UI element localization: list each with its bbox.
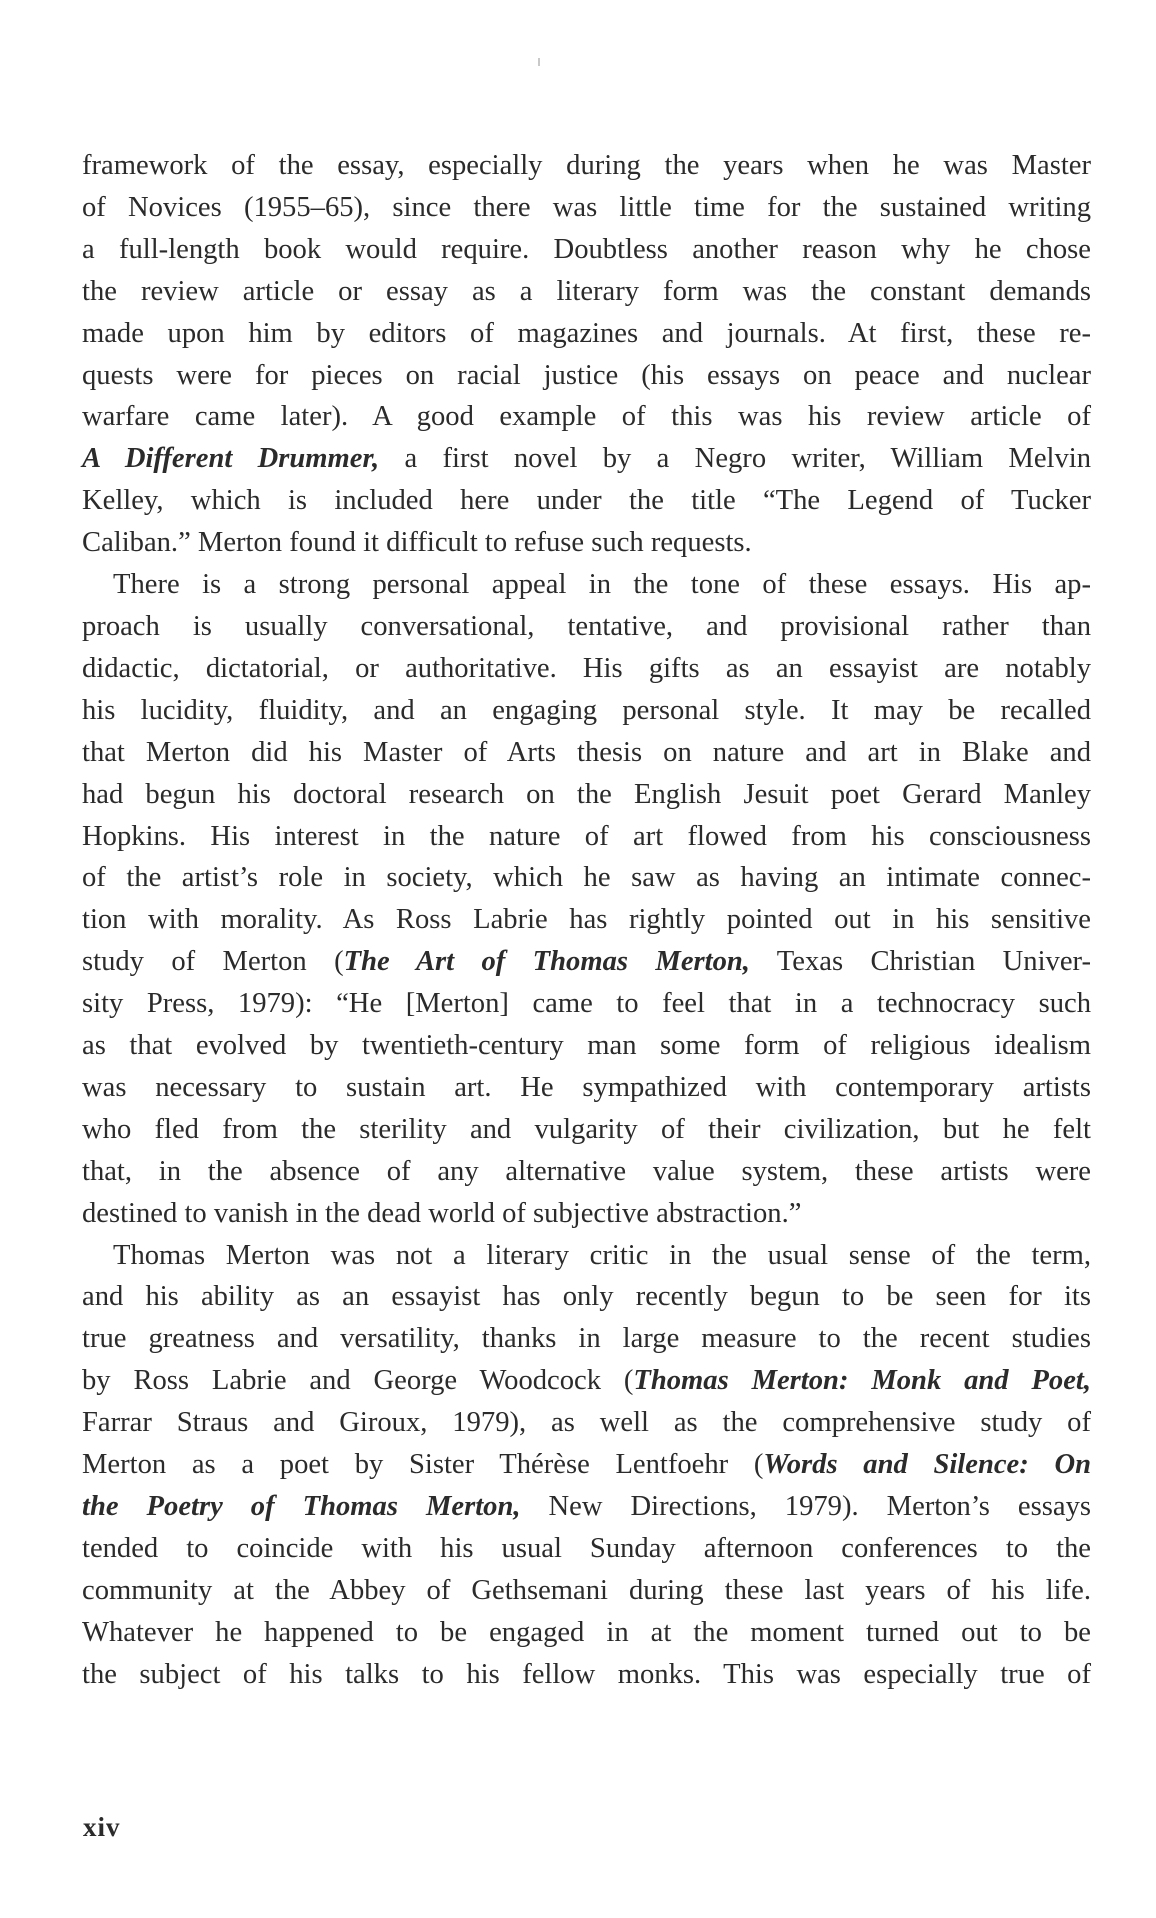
text-line: his lucidity, fluidity, and an engaging personal style. It may be recalled — [82, 694, 1091, 726]
text-line: that, in the absence of any alternative value system, these artists were — [82, 1155, 1091, 1187]
text-line: of Novices (1955–65), since there was little time for the sustained writing — [82, 191, 1091, 223]
page-body — [82, 145, 1091, 1696]
text-line: didactic, dictatorial, or authoritative. His gifts as an essayist are notably — [82, 652, 1091, 684]
text-line: community at the Abbey of Gethsemani during these last years of his life. — [82, 1574, 1091, 1606]
text-line: quests were for pieces on racial justice (his essays on peace and nuclear — [82, 359, 1091, 391]
text-line — [82, 438, 1091, 480]
text-line: as that evolved by twentieth-century man some form of religious idealism — [82, 1030, 1091, 1062]
text-line: and his ability as an essayist has only recently begun to be seen for its — [82, 1281, 1091, 1313]
text-line: Caliban.” Merton found it difficult to refuse such requests. — [82, 527, 752, 559]
text-line: destined to vanish in the dead world of subjective abstraction.” — [82, 1197, 802, 1229]
text-line — [82, 941, 1091, 983]
paragraph-3 — [82, 1235, 1091, 1696]
text-line: There is a strong personal appeal in the tone of these essays. His ap- — [113, 569, 1091, 601]
book-title: A Different Drummer, — [82, 443, 380, 475]
text-span: a first novel by a Negro writer, William Melvin — [379, 443, 1091, 475]
text-span: by Ross Labrie and George Woodcock ( — [82, 1365, 634, 1397]
text-line: proach is usually conversational, tentative, and provisional rather than — [82, 610, 1091, 642]
paragraph-2 — [82, 564, 1091, 1235]
book-title: The Art of Thomas Merton, — [343, 946, 750, 978]
text-line: Kelley, which is included here under the title “The Legend of Tucker — [82, 485, 1091, 517]
book-title: Thomas Merton: Monk and Poet, — [633, 1365, 1091, 1397]
text-line: had begun his doctoral research on the English Jesuit poet Gerard Manley — [82, 778, 1091, 810]
text-line — [82, 1444, 1091, 1486]
text-line: Hopkins. His interest in the nature of art flowed from his consciousness — [82, 820, 1091, 852]
text-line: was necessary to sustain art. He sympathized with contemporary artists — [82, 1071, 1091, 1103]
text-line: Thomas Merton was not a literary critic in the usual sense of the term, — [113, 1239, 1091, 1271]
text-line: Farrar Straus and Giroux, 1979), as well as the comprehensive study of — [82, 1407, 1091, 1439]
text-span: study of Merton ( — [82, 946, 344, 978]
text-line: the subject of his talks to his fellow monks. This was especially true of — [82, 1658, 1091, 1690]
text-line: that Merton did his Master of Arts thesis on nature and art in Blake and — [82, 736, 1091, 768]
page-number: xiv — [83, 1812, 121, 1842]
text-line: Whatever he happened to be engaged in at the moment turned out to be — [82, 1616, 1091, 1648]
text-span: Texas Christian Univer- — [749, 946, 1092, 978]
text-line — [82, 1486, 1091, 1528]
text-span: New Directions, 1979). Merton’s essays — [520, 1491, 1091, 1522]
paragraph-1 — [82, 145, 1091, 564]
text-line: true greatness and versatility, thanks in large measure to the recent studies — [82, 1323, 1091, 1355]
text-line: warfare came later). A good example of this was his review article of — [82, 401, 1091, 433]
book-title: the Poetry of Thomas Merton, — [82, 1491, 521, 1522]
book-title: Words and Silence: On — [763, 1449, 1091, 1481]
text-line: who fled from the sterility and vulgarity of their civilization, but he felt — [82, 1113, 1091, 1145]
text-line: a full-length book would require. Doubtless another reason why he chose — [82, 233, 1091, 265]
print-mark — [538, 58, 540, 66]
text-line: sity Press, 1979): “He [Merton] came to feel that in a technocracy such — [82, 988, 1091, 1020]
text-line: of the artist’s role in society, which he saw as having an intimate connec- — [82, 862, 1091, 894]
text-line: the review article or essay as a literary form was the constant demands — [82, 275, 1091, 307]
text-line — [82, 1360, 1091, 1402]
text-line: made upon him by editors of magazines and journals. At first, these re- — [82, 317, 1091, 349]
text-line: tended to coincide with his usual Sunday afternoon conferences to the — [82, 1532, 1091, 1564]
text-span: Merton as a poet by Sister Thérèse Lentfoehr ( — [82, 1449, 764, 1481]
text-line: framework of the essay, especially during the years when he was Master — [82, 150, 1091, 181]
text-line: tion with morality. As Ross Labrie has rightly pointed out in his sensitive — [82, 904, 1091, 936]
